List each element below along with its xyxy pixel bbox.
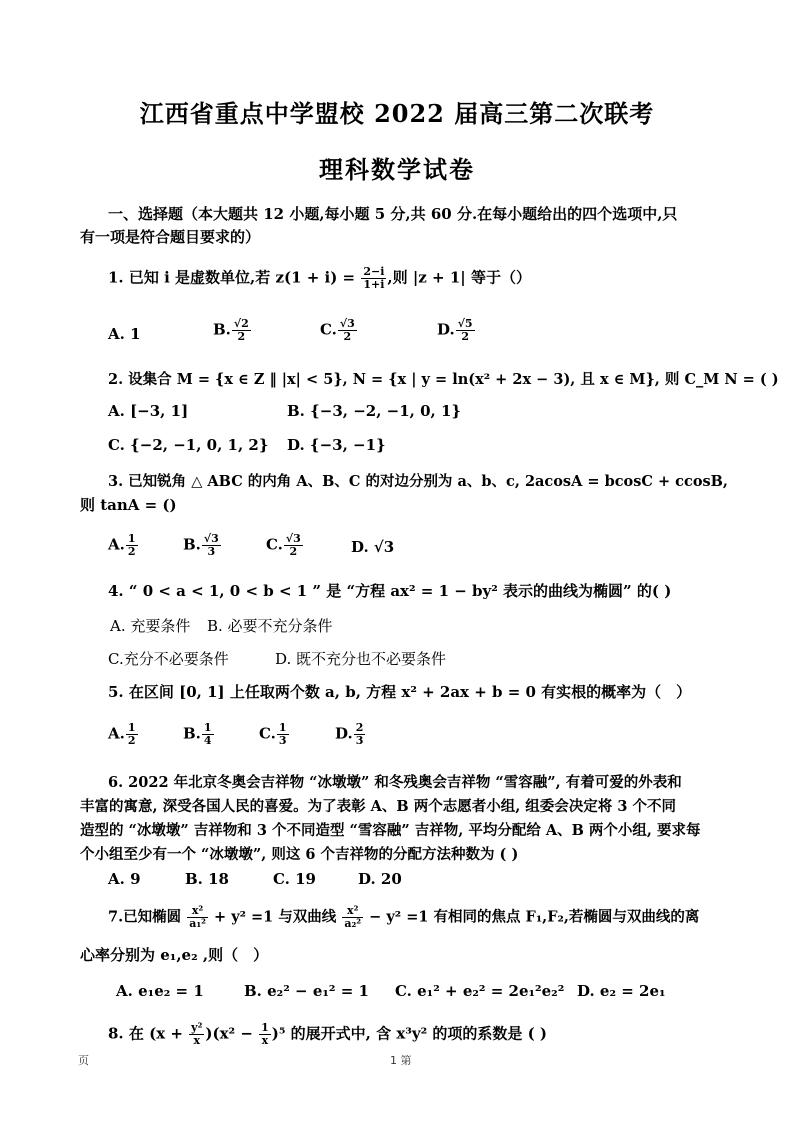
q7-stem-c: − y² =1 有相同的焦点 F₁,F₂,若椭圆与双曲线的离 bbox=[364, 908, 700, 926]
q7-option-b: B. e₂² − e₁² = 1 bbox=[244, 982, 369, 1000]
frac-den: a₁² bbox=[189, 917, 206, 930]
q1-option-b bbox=[213, 318, 252, 343]
footer-left: 页 bbox=[78, 1054, 89, 1067]
q1-option-a: A. 1 bbox=[108, 325, 141, 343]
frac-num: √5 bbox=[457, 317, 473, 330]
frac-den: 2 bbox=[289, 545, 298, 558]
frac-num: √3 bbox=[203, 532, 219, 545]
q1-frac-num: 2−i bbox=[363, 265, 385, 278]
q5-option-b-frac bbox=[202, 722, 214, 747]
q3-option-c bbox=[266, 533, 304, 558]
question-3-line1: 3. 已知锐角 △ ABC 的内角 A、B、C 的对边分别为 a、b、c, 2acosA = bcosC + ccosB, bbox=[108, 473, 728, 490]
q5-option-a-frac bbox=[126, 722, 138, 747]
frac-num: √3 bbox=[339, 317, 355, 330]
q4-option-d: D. 既不充分也不必要条件 bbox=[275, 650, 447, 668]
q1-frac-den: 1+i bbox=[363, 278, 385, 291]
frac-den: 3 bbox=[355, 734, 364, 747]
q6-option-d: D. 20 bbox=[358, 870, 402, 888]
q3-option-a-frac bbox=[126, 533, 138, 558]
frac-num: x² bbox=[187, 905, 208, 918]
q5-option-c-label: C. bbox=[259, 724, 276, 743]
frac-num: 1 bbox=[278, 721, 287, 734]
frac-num: 1 bbox=[203, 721, 212, 734]
q3-option-b-label: B. bbox=[183, 535, 201, 554]
q1-stem-b: ,则 |z + 1| 等于（） bbox=[387, 268, 531, 287]
q3-option-a bbox=[108, 533, 139, 558]
frac-den: 4 bbox=[203, 734, 212, 747]
q7-stem-b: + y² =1 与双曲线 bbox=[208, 908, 342, 926]
q8-frac-1 bbox=[189, 1022, 204, 1047]
q5-option-d-frac bbox=[354, 722, 366, 747]
question-2-stem: 2. 设集合 M = {x ∈ Z ‖ |x| < 5}, N = {x | y = ln(x² + 2x − 3), 且 x ∈ M}, 则 C_M N = ( ) bbox=[108, 371, 779, 388]
q1-option-c bbox=[320, 318, 358, 343]
frac-num: x² bbox=[342, 905, 363, 918]
exam-subtitle: 理科数学试卷 bbox=[319, 155, 475, 184]
question-5-stem: 5. 在区间 [0, 1] 上任取两个数 a, b, 方程 x² + 2ax + b = 0 有实根的概率为（ ） bbox=[108, 683, 692, 701]
frac-num: √3 bbox=[285, 532, 301, 545]
frac-num: 1 bbox=[127, 721, 136, 734]
frac-den: 2 bbox=[343, 330, 352, 343]
q2-option-b: B. {−3, −2, −1, 0, 1} bbox=[287, 402, 462, 420]
frac-den: x bbox=[193, 1034, 201, 1047]
q1-option-b-label: B. bbox=[213, 320, 231, 339]
footer-page-number: 1 第 bbox=[390, 1054, 412, 1067]
q5-option-a bbox=[108, 722, 139, 747]
q5-option-d bbox=[335, 722, 366, 747]
q3-option-a-label: A. bbox=[108, 535, 125, 554]
question-4-stem: 4. “ 0 < a < 1, 0 < b < 1 ” 是 “方程 ax² = 1 − by² 表示的曲线为椭圆” 的( ) bbox=[108, 582, 672, 600]
question-7-line2: 心率分别为 e₁,e₂ ,则（ ） bbox=[80, 946, 269, 964]
frac-num: y² bbox=[191, 1021, 203, 1034]
q3-option-b-frac bbox=[202, 533, 221, 558]
q4-option-b: B. 必要不充分条件 bbox=[207, 617, 333, 635]
question-6-line2: 丰富的寓意, 深受各国人民的喜爱。为了表彰 A、B 两个志愿者小组, 组委会决定将 3 个不同 bbox=[80, 798, 676, 815]
q5-option-a-label: A. bbox=[108, 724, 125, 743]
frac-den: 2 bbox=[127, 545, 136, 558]
q7-option-c: C. e₁² + e₂² = 2e₁²e₂² bbox=[395, 982, 565, 1000]
q4-option-a: A. 充要条件 bbox=[110, 617, 191, 635]
q6-option-a: A. 9 bbox=[108, 870, 141, 888]
q2-option-d: D. {−3, −1} bbox=[287, 436, 386, 454]
question-6-line1: 6. 2022 年北京冬奥会吉祥物 “冰墩墩” 和冬残奥会吉祥物 “雪容融”, 有着可爱的外表和 bbox=[108, 774, 682, 791]
q2-option-a: A. [−3, 1] bbox=[108, 402, 189, 420]
frac-den: 3 bbox=[207, 545, 216, 558]
q1-option-d-label: D. bbox=[437, 320, 455, 339]
q3-option-d: D. √3 bbox=[351, 538, 395, 556]
q8-stem-c: )⁵ 的展开式中, 含 x³y² 的项的系数是 ( ) bbox=[271, 1024, 547, 1043]
q2-option-c: C. {−2, −1, 0, 1, 2} bbox=[108, 436, 269, 454]
q1-option-b-frac bbox=[232, 318, 251, 343]
q4-option-c: C.充分不必要条件 bbox=[108, 650, 229, 668]
section-instructions-line1: 一、选择题（本大题共 12 小题,每小题 5 分,共 60 分.在每小题给出的四个选项中,只 bbox=[108, 205, 678, 223]
q1-stem-a: 1. 已知 i 是虚数单位,若 z(1 + i) = bbox=[108, 268, 361, 287]
section-instructions-line2: 有一项是符合题目要求的） bbox=[80, 228, 261, 246]
q5-option-b-label: B. bbox=[183, 724, 201, 743]
frac-num: 1 bbox=[127, 532, 136, 545]
frac-num: 1 bbox=[261, 1021, 269, 1034]
q5-option-c bbox=[259, 722, 290, 747]
exam-title: 江西省重点中学盟校 2022 届高三第二次联考 bbox=[139, 99, 655, 128]
q1-option-c-frac bbox=[338, 318, 357, 343]
q8-frac-2 bbox=[259, 1022, 271, 1047]
q3-option-c-frac bbox=[284, 533, 303, 558]
q1-option-d bbox=[437, 318, 476, 343]
q8-stem-a: 8. 在 (x + bbox=[108, 1024, 189, 1043]
q6-option-c: C. 19 bbox=[273, 870, 316, 888]
question-6-line4: 个小组至少有一个 “冰墩墩”, 则这 6 个吉祥物的分配方法种数为 ( ) bbox=[80, 846, 519, 863]
q8-stem-b: )(x² − bbox=[205, 1024, 259, 1043]
q7-option-a: A. e₁e₂ = 1 bbox=[116, 982, 204, 1000]
q7-option-d: D. e₂ = 2e₁ bbox=[577, 982, 666, 1000]
q3-option-b bbox=[183, 533, 222, 558]
frac-den: a₂² bbox=[344, 917, 362, 930]
q3-option-c-label: C. bbox=[266, 535, 283, 554]
frac-den: 2 bbox=[461, 330, 469, 343]
question-8-stem bbox=[108, 1022, 547, 1047]
q7-hyperbola-frac bbox=[342, 905, 363, 930]
q5-option-d-label: D. bbox=[335, 724, 353, 743]
q5-option-b bbox=[183, 722, 215, 747]
frac-num: √2 bbox=[233, 317, 249, 330]
q1-option-c-label: C. bbox=[320, 320, 337, 339]
q7-ellipse-frac bbox=[187, 905, 208, 930]
frac-den: 3 bbox=[278, 734, 287, 747]
question-3-line2: 则 tanA = () bbox=[80, 496, 177, 514]
question-7-line1 bbox=[108, 905, 699, 930]
q1-fraction bbox=[361, 266, 386, 291]
q1-option-d-frac bbox=[456, 318, 475, 343]
q7-stem-a: 7.已知椭圆 bbox=[108, 908, 187, 926]
q5-option-c-frac bbox=[277, 722, 289, 747]
frac-den: x bbox=[261, 1034, 269, 1047]
frac-num: 2 bbox=[355, 721, 364, 734]
question-6-line3: 造型的 “冰墩墩” 吉祥物和 3 个不同造型 “雪容融” 吉祥物, 平均分配给 A、B 两个小组, 要求每 bbox=[80, 822, 701, 839]
question-1-stem bbox=[108, 266, 531, 291]
frac-den: 2 bbox=[237, 330, 246, 343]
q6-option-b: B. 18 bbox=[185, 870, 229, 888]
frac-den: 2 bbox=[127, 734, 136, 747]
